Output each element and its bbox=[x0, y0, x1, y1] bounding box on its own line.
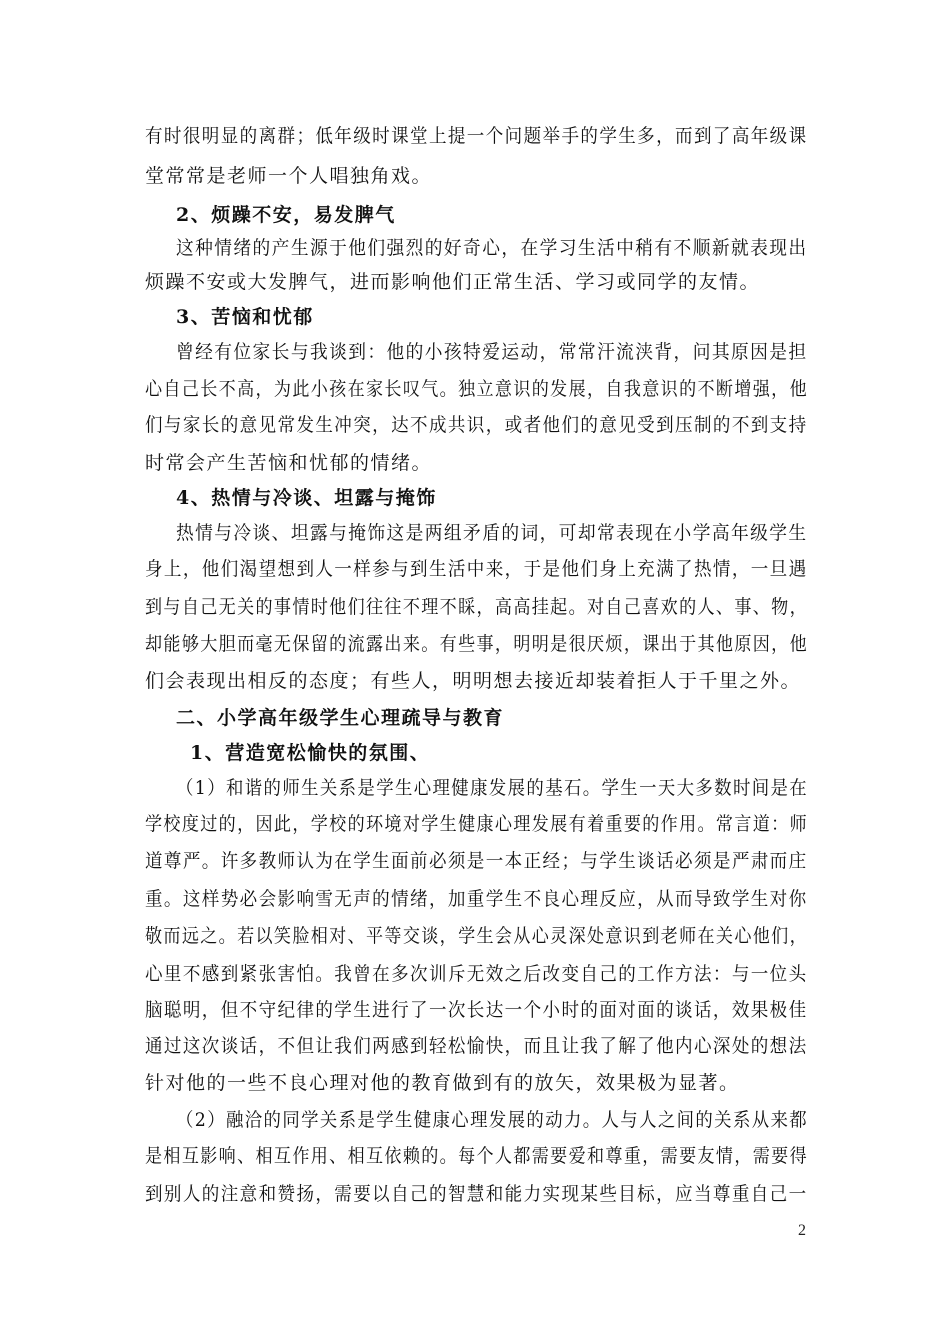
section-heading: 1、营造宽松愉快的氛围、 bbox=[190, 742, 431, 764]
body-text-line: 到别人的注意和赞扬，需要以自己的智慧和能力实现某些目标，应当尊重自己一 bbox=[145, 1183, 808, 1205]
section-heading: 2、烦躁不安，易发脾气 bbox=[176, 204, 396, 226]
body-text-line: 们与家长的意见常发生冲突，达不成共识，或者他们的意见受到压制的不到支持 bbox=[145, 414, 808, 436]
body-text-line: 重。这样势必会影响雪无声的情绪，加重学生不良心理反应，从而导致学生对你 bbox=[145, 888, 808, 910]
body-text-line: 心里不感到紧张害怕。我曾在多次训斥无效之后改变自己的工作方法：与一位头 bbox=[145, 963, 808, 985]
section-heading: 二、小学高年级学生心理疏导与教育 bbox=[176, 707, 505, 729]
body-text-line: 却能够大胆而毫无保留的流露出来。有些事，明明是很厌烦，课出于其他原因，他 bbox=[145, 633, 809, 655]
body-text-line: 针对他的一些不良心理对他的教育做到有的放矢，效果极为显著。 bbox=[145, 1072, 740, 1094]
section-heading: 3、苦恼和忧郁 bbox=[176, 306, 314, 328]
body-text-line: 心自己长不高，为此小孩在家长叹气。独立意识的发展，自我意识的不断增强，他 bbox=[145, 378, 809, 400]
body-text-line: 时常会产生苦恼和忧郁的情绪。 bbox=[145, 452, 433, 474]
body-text-line: 到与自己无关的事情时他们往往不理不睬，高高挂起。对自己喜欢的人、事、物， bbox=[145, 596, 809, 618]
body-text-line: 热情与冷谈、坦露与掩饰这是两组矛盾的词，可却常表现在小学高年级学生 bbox=[176, 522, 808, 544]
body-text-line: 堂常常是老师一个人唱独角戏。 bbox=[145, 165, 433, 187]
body-text-line: 脑聪明，但不守纪律的学生进行了一次长达一个小时的面对面的谈话，效果极佳 bbox=[145, 999, 808, 1021]
body-text-line: 烦躁不安或大发脾气，进而影响他们正常生活、学习或同学的友情。 bbox=[145, 271, 761, 293]
body-text-line: 这种情绪的产生源于他们强烈的好奇心，在学习生活中稍有不顺新就表现出 bbox=[176, 237, 808, 259]
body-text-line: 有时很明显的离群；低年级时课堂上提一个问题举手的学生多，而到了高年级课 bbox=[145, 125, 808, 147]
body-text-line: 学校度过的，因此，学校的环境对学生健康心理发展有着重要的作用。常言道：师 bbox=[145, 813, 809, 835]
body-text-line: 通过这次谈话，不但让我们两感到轻松愉快，而且让我了解了他内心深处的想法 bbox=[145, 1035, 808, 1057]
body-text-line: 身上，他们渴望想到人一样参与到生活中来，于是他们身上充满了热情，一旦遇 bbox=[145, 558, 808, 580]
body-text-line: 们会表现出相反的态度；有些人，明明想去接近却装着拒人于千里之外。 bbox=[145, 670, 802, 692]
body-text-line: （2）融洽的同学关系是学生健康心理发展的动力。人与人之间的关系从来都 bbox=[176, 1109, 809, 1131]
body-text-line: 是相互影响、相互作用、相互依赖的。每个人都需要爱和尊重，需要友情，需要得 bbox=[145, 1145, 809, 1167]
body-text-line: 道尊严。许多教师认为在学生面前必须是一本正经；与学生谈话必须是严肃而庄 bbox=[145, 850, 808, 872]
body-text-line: 敬而远之。若以笑脸相对、平等交谈，学生会从心灵深处意识到老师在关心他们， bbox=[145, 925, 809, 947]
body-text-line: （1）和谐的师生关系是学生心理健康发展的基石。学生一天大多数时间是在 bbox=[176, 777, 809, 799]
page-number: 2 bbox=[798, 1222, 806, 1239]
section-heading: 4、热情与冷谈、坦露与掩饰 bbox=[176, 487, 437, 509]
body-text-line: 曾经有位家长与我谈到：他的小孩特爱运动，常常汗流浃背，问其原因是担 bbox=[176, 341, 808, 363]
